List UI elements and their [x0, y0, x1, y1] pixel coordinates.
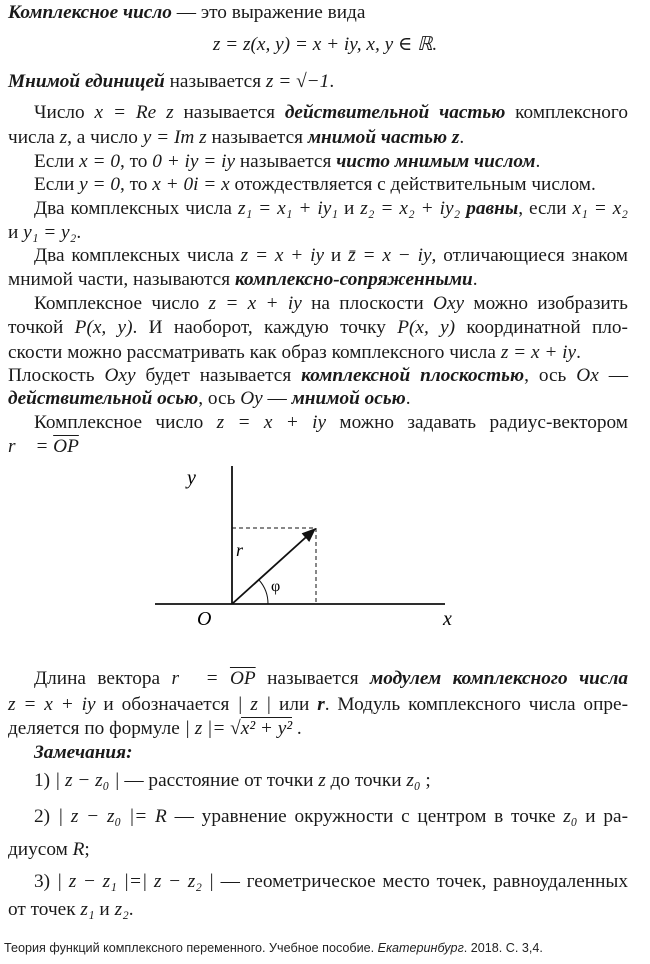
text: числа: [8, 127, 60, 148]
text-line: [0, 386, 650, 412]
term-complex-number: Комплексное число: [8, 2, 172, 23]
formula: x + 0i = x: [152, 174, 230, 195]
text-line: [0, 692, 650, 718]
footer-city: Екатеринбург: [377, 941, 464, 955]
formula: R: [72, 839, 85, 860]
formula: z = x + iy: [240, 245, 325, 266]
text-line: [0, 243, 650, 269]
text: 3): [34, 871, 57, 892]
formula: x = 0: [79, 151, 120, 172]
text: скости можно рассматривать как образ комплексного числа: [8, 342, 501, 363]
term-imaginary-part: мнимой частью z: [307, 127, 460, 148]
formula: x₁ = x₂: [572, 198, 628, 219]
remarks-heading: Замечания:: [34, 742, 133, 763]
text-line: [0, 100, 650, 126]
formula: z₂ = x₂ + iy₂: [360, 198, 461, 219]
text: и: [8, 222, 24, 243]
text: Два комплексных числа: [34, 198, 238, 219]
text: будет называется: [135, 365, 302, 386]
text: , то: [119, 174, 153, 195]
text: на плоскости: [301, 293, 434, 314]
text: мнимой части, называются: [8, 269, 235, 290]
angle-label: φ: [271, 578, 281, 595]
text-line: [0, 291, 650, 317]
formula: Ox: [576, 365, 599, 386]
remark-1: [0, 768, 650, 794]
formula: z₀: [563, 806, 578, 827]
text: . И наоборот, каждую точку: [132, 317, 398, 338]
text-line: [0, 716, 650, 742]
text-line: [0, 125, 650, 151]
source-footer: [0, 939, 650, 957]
formula-complex-number: z = z(x, y) = x + iy, x, y ∈ ℝ.: [212, 34, 438, 55]
text: и: [324, 245, 349, 266]
text: ;: [84, 839, 90, 860]
text: Если: [34, 151, 80, 172]
text: от точек: [8, 899, 81, 920]
text: Число: [34, 102, 95, 123]
text: , если: [518, 198, 573, 219]
formula: r: [317, 694, 325, 715]
text-line: [0, 315, 650, 341]
origin-label: O: [197, 608, 212, 630]
text: , ось: [198, 388, 241, 409]
term-real-part: действительной частью: [284, 102, 506, 123]
text: 2): [34, 806, 58, 827]
text: можно изобразить: [464, 293, 628, 314]
formula: | z |=: [184, 718, 231, 739]
text: называется: [164, 71, 266, 92]
text: Плоскость: [8, 365, 105, 386]
text: .: [576, 342, 581, 363]
text: координатной пло-: [455, 317, 628, 338]
formula: r⃗ =: [8, 436, 54, 457]
text: .: [535, 151, 541, 172]
x-axis-label: x: [443, 608, 452, 630]
term-pure-imaginary: чисто мнимым числом: [336, 151, 536, 172]
text: .: [329, 71, 335, 92]
text: Комплексное число: [34, 293, 209, 314]
term-equal: равны: [460, 198, 519, 219]
text: ;: [420, 770, 431, 791]
text: .: [405, 388, 411, 409]
text-line: [0, 267, 650, 293]
text: до точки: [325, 770, 407, 791]
term-modulus: модулем комплексного числа: [370, 668, 629, 689]
term-real-axis: действительной осью: [8, 388, 199, 409]
term-conjugate: комплексно-сопряженными: [234, 269, 473, 290]
radical-sign: √: [230, 718, 241, 739]
text: можно задавать радиус-вектором: [326, 412, 628, 433]
text: называется: [173, 102, 285, 123]
text-line: [0, 196, 650, 222]
formula: z = x + iy: [216, 412, 327, 433]
text: диусом: [8, 839, 73, 860]
formula: $\overline{OP}$: [229, 668, 256, 689]
text: — это выражение вида: [171, 2, 366, 23]
formula: z₀: [406, 770, 421, 791]
text: деляется по формуле: [8, 718, 185, 739]
term-complex-plane: комплексной плоскостью: [301, 365, 525, 386]
text: , а число: [67, 127, 143, 148]
text: —: [262, 388, 292, 409]
text: .: [292, 718, 302, 739]
text: называется: [255, 668, 371, 689]
text: Два комплексных числа: [34, 245, 241, 266]
text: и: [337, 198, 361, 219]
formula: z₁: [80, 899, 95, 920]
text: и: [94, 899, 115, 920]
text: называется: [235, 151, 337, 172]
text: .: [128, 899, 134, 920]
formula: z̄ = x − iy: [348, 245, 432, 266]
text: Если: [34, 174, 80, 195]
vector-label: r⃗: [236, 540, 258, 560]
text: — уравнение окружности с центром в точке: [166, 806, 564, 827]
text: .: [76, 222, 82, 243]
text: , то: [119, 151, 153, 172]
text: или: [271, 694, 318, 715]
formula-radius-vector: [0, 434, 650, 460]
text: .: [459, 127, 465, 148]
formula: $\overline{OP}$: [53, 436, 79, 457]
text-line: [0, 172, 650, 198]
formula: | z − z₀ |: [54, 770, 120, 791]
formula: | z |: [237, 694, 272, 715]
formula: x² + y²: [240, 718, 293, 739]
text: —: [598, 365, 628, 386]
formula: y = Im z: [142, 127, 207, 148]
text: .: [472, 269, 478, 290]
formula: z = x + iy: [208, 293, 302, 314]
vector-diagram: [150, 458, 480, 633]
formula: z₁ = x₁ + iy₁: [237, 198, 338, 219]
text: — расстояние от точки: [119, 770, 319, 791]
term-imaginary-unit: Мнимой единицей: [8, 71, 165, 92]
text: и ра-: [577, 806, 628, 827]
formula: z: [318, 770, 326, 791]
text: отождествляется с действительным числом.: [229, 174, 596, 195]
text-line: [0, 837, 650, 863]
text-line: [0, 410, 650, 436]
formula: r⃗ =: [171, 668, 230, 689]
text: называется: [206, 127, 308, 148]
formula: 0 + iy = iy: [152, 151, 236, 172]
footer-tail: . 2018. С. 3,4.: [463, 941, 543, 955]
formula: Oxy: [433, 293, 465, 314]
text: Длина вектора: [34, 668, 172, 689]
formula: P(x, y): [74, 317, 133, 338]
y-axis-label: y: [187, 467, 196, 489]
text-line: [0, 897, 650, 923]
formula: z₂: [114, 899, 129, 920]
term-imaginary-axis: мнимой осью: [291, 388, 406, 409]
text: , ось: [524, 365, 577, 386]
formula: z = x + iy: [8, 694, 96, 715]
text-line: [0, 666, 650, 692]
angle-arc: [259, 580, 268, 604]
text: Комплексное число: [34, 412, 217, 433]
formula: | z − z₀ |= R: [57, 806, 167, 827]
text: — геометрическое место точек, равноудаленных: [213, 871, 628, 892]
formula-imaginary-unit: z = √−1: [265, 71, 330, 92]
remark-2: [0, 804, 650, 830]
text: 1): [34, 770, 55, 791]
text: и обозначается: [95, 694, 238, 715]
definition-complex-number: [0, 0, 650, 26]
text: , отличающиеся знаком: [431, 245, 629, 266]
remark-3: [0, 869, 650, 895]
text: точкой: [8, 317, 75, 338]
formula: | z − z₁ |=| z − z₂ |: [56, 871, 214, 892]
definition-imaginary-unit: [0, 69, 650, 95]
formula: P(x, y): [397, 317, 456, 338]
text: комплексного: [505, 102, 628, 123]
text: . Модуль комплексного числа опре-: [324, 694, 629, 715]
formula: y = 0: [79, 174, 120, 195]
formula: Oxy: [104, 365, 136, 386]
footer-text: Теория функций комплексного переменного. Учебное пособие.: [4, 941, 378, 955]
formula: x = Re z: [94, 102, 174, 123]
formula: z: [59, 127, 68, 148]
formula: Oy: [240, 388, 263, 409]
formula: z = x + iy: [500, 342, 577, 363]
formula: y₁ = y₂: [23, 222, 77, 243]
